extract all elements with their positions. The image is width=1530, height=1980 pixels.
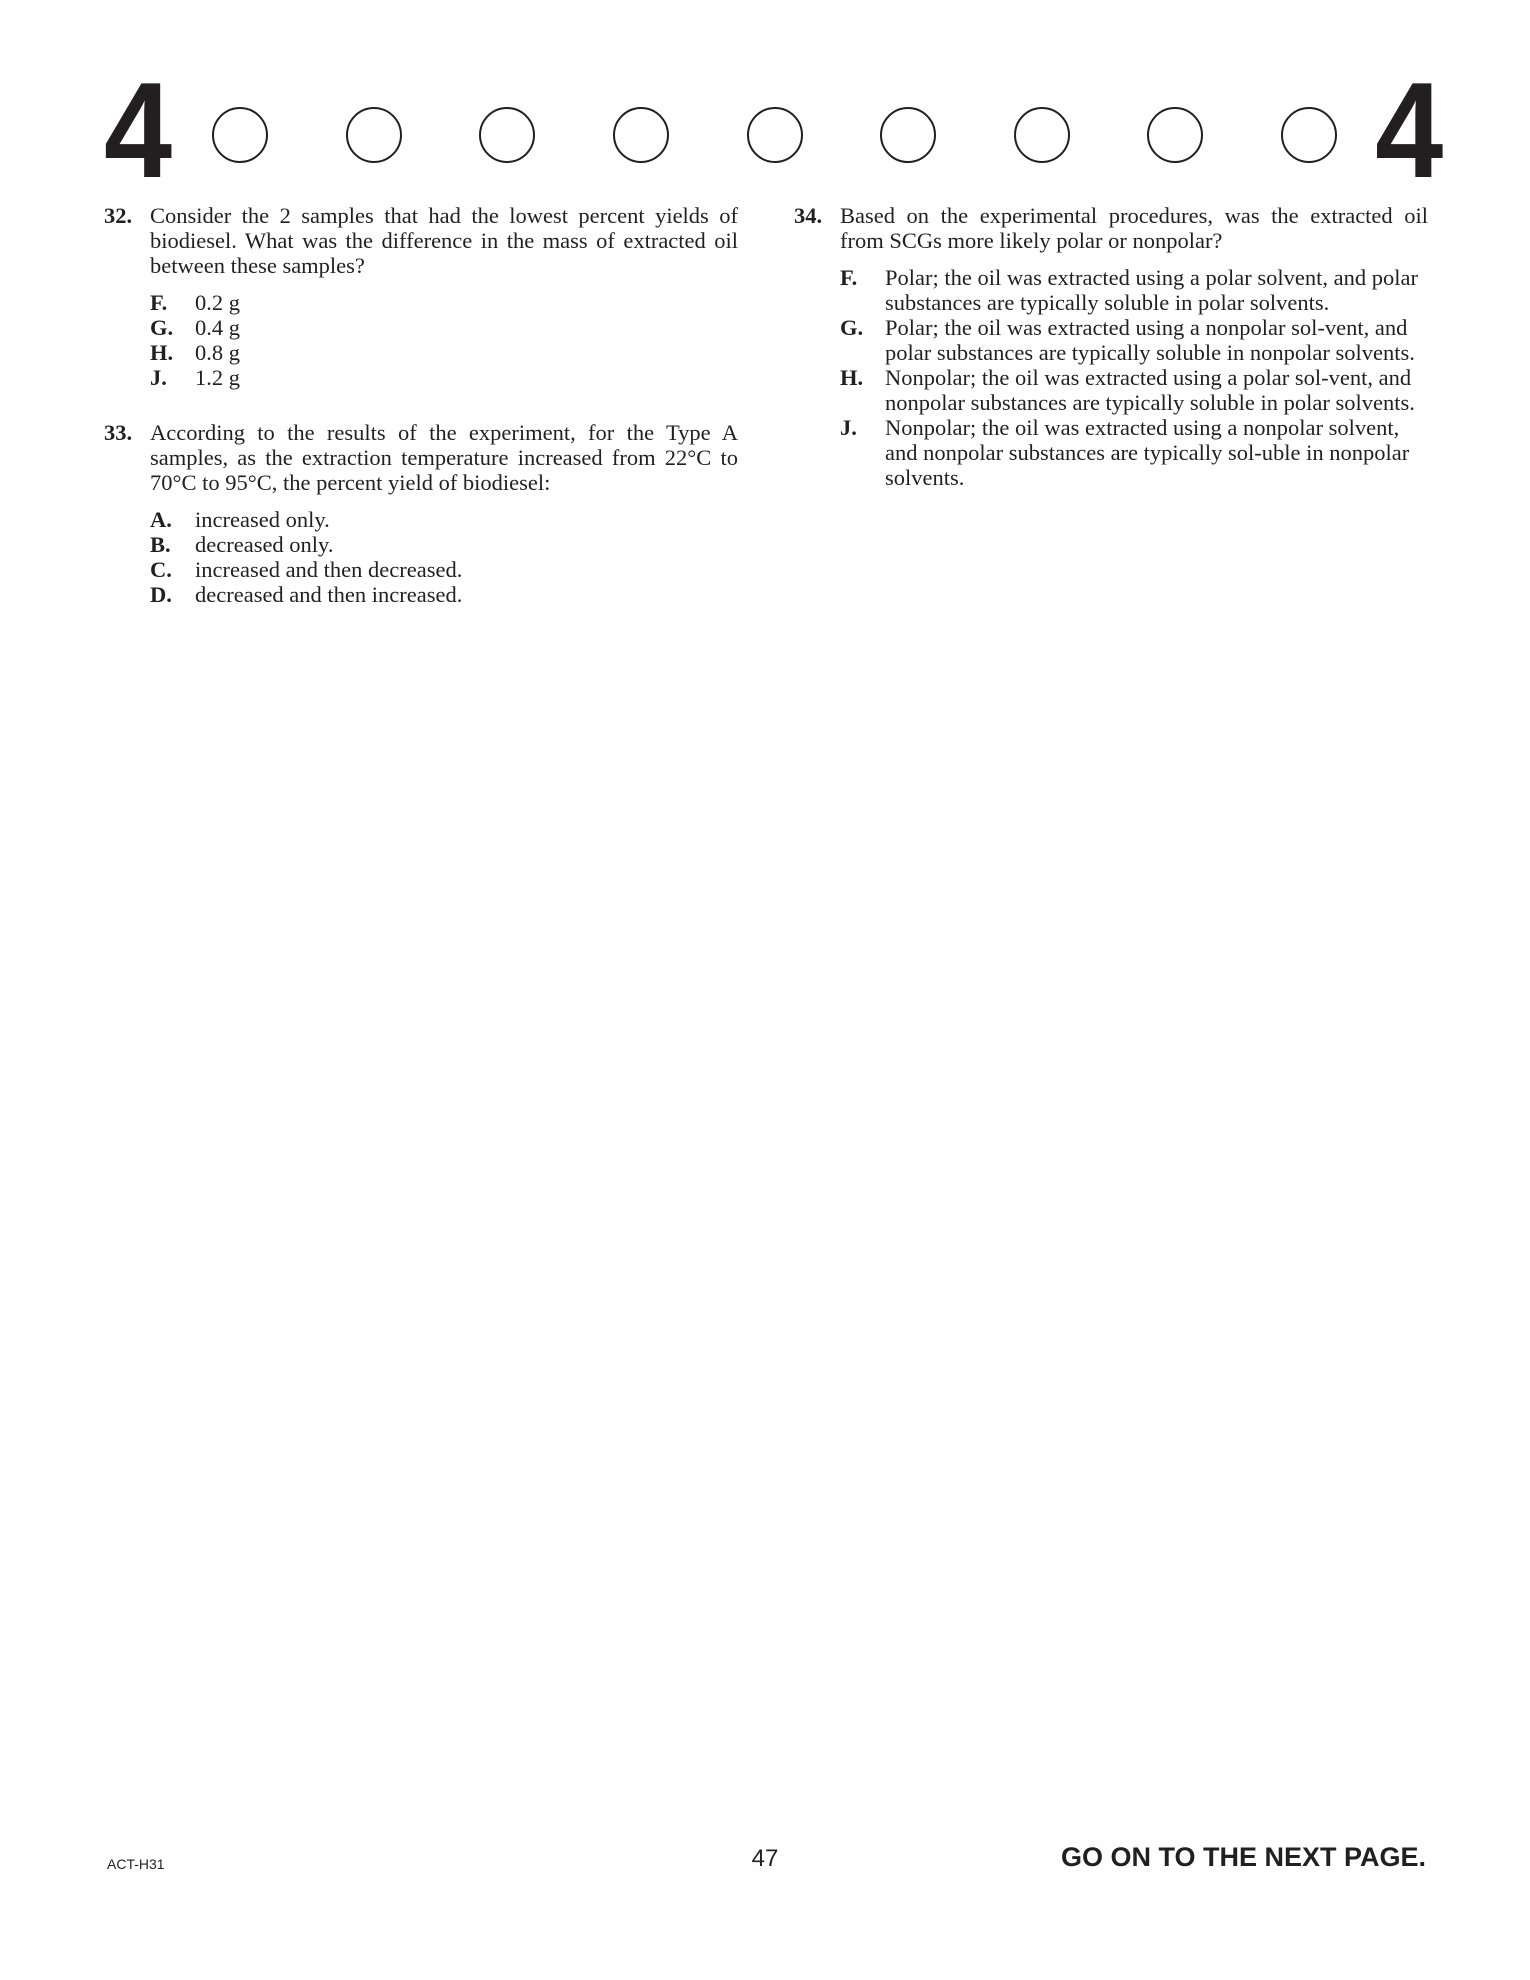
option-text: Nonpolar; the oil was extracted using a nonpolar solvent, and nonpolar substances are typically sol-uble in nonpolar solvents. (885, 415, 1410, 490)
option-text: decreased and then increased. (195, 582, 463, 607)
header-circle (880, 107, 936, 163)
header-circle (1281, 107, 1337, 163)
answer-option-j[interactable] (840, 415, 1428, 490)
header-circle-row (212, 107, 1337, 167)
question-text: Consider the 2 samples that had the lowest percent yields of biodiesel. What was the difference in the mass of extracted oil between these samples? (150, 203, 738, 278)
option-label: G. (840, 315, 864, 340)
section-number-right: 4 (1375, 54, 1440, 206)
option-label: H. (150, 340, 174, 365)
left-column (104, 203, 738, 637)
section-number-left: 4 (104, 54, 169, 206)
answer-option-g[interactable] (150, 315, 738, 340)
answer-option-a[interactable] (150, 507, 738, 532)
option-label: J. (150, 365, 167, 390)
section-header (100, 54, 1440, 206)
question-text: Based on the experimental procedures, was the extracted oil from SCGs more likely polar or nonpolar? (840, 203, 1428, 253)
answer-option-h[interactable] (150, 340, 738, 365)
answer-option-b[interactable] (150, 532, 738, 557)
question-34 (794, 203, 1428, 490)
option-text: 0.8 g (195, 340, 240, 365)
header-circle (1014, 107, 1070, 163)
header-circle (747, 107, 803, 163)
question-text: According to the results of the experiment, for the Type A samples, as the extraction temperature increased from 22°C to 70°C to 95°C, the percent yield of biodiesel: (150, 420, 738, 495)
header-circle (212, 107, 268, 163)
option-label: G. (150, 315, 174, 340)
answer-options (840, 265, 1428, 490)
answer-option-c[interactable] (150, 557, 738, 582)
option-label: H. (840, 365, 864, 390)
header-circle (346, 107, 402, 163)
option-text: increased only. (195, 507, 330, 532)
option-text: increased and then decreased. (195, 557, 463, 582)
option-label: F. (150, 290, 168, 315)
header-circle (613, 107, 669, 163)
header-circle (1147, 107, 1203, 163)
option-text: Nonpolar; the oil was extracted using a polar sol-vent, and nonpolar substances are typically soluble in polar solvents. (885, 365, 1415, 415)
answer-option-h[interactable] (840, 365, 1428, 415)
answer-option-d[interactable] (150, 582, 738, 607)
test-code: ACT-H31 (107, 1856, 165, 1872)
option-text: 1.2 g (195, 365, 240, 390)
go-on-next-page-notice: GO ON TO THE NEXT PAGE. (1060, 1842, 1426, 1872)
option-label: F. (840, 265, 858, 290)
answer-options (150, 507, 738, 607)
page-number: 47 (751, 1845, 779, 1872)
question-number: 32. (104, 203, 133, 228)
answer-options (150, 290, 738, 390)
question-33 (104, 420, 738, 607)
option-text: decreased only. (195, 532, 334, 557)
option-text: 0.4 g (195, 315, 240, 340)
option-label: J. (840, 415, 857, 440)
option-label: C. (150, 557, 172, 582)
right-column (794, 203, 1428, 520)
option-text: Polar; the oil was extracted using a nonpolar sol-vent, and polar substances are typically soluble in nonpolar solvents. (885, 315, 1415, 365)
option-text: 0.2 g (195, 290, 240, 315)
option-text: Polar; the oil was extracted using a polar solvent, and polar substances are typically soluble in polar solvents. (885, 265, 1418, 315)
question-number: 34. (794, 203, 823, 228)
option-label: D. (150, 582, 172, 607)
option-label: B. (150, 532, 171, 557)
question-number: 33. (104, 420, 133, 445)
question-32 (104, 203, 738, 390)
answer-option-f[interactable] (150, 290, 738, 315)
answer-option-j[interactable] (150, 365, 738, 390)
header-circle (479, 107, 535, 163)
option-label: A. (150, 507, 172, 532)
answer-option-f[interactable] (840, 265, 1428, 315)
answer-option-g[interactable] (840, 315, 1428, 365)
